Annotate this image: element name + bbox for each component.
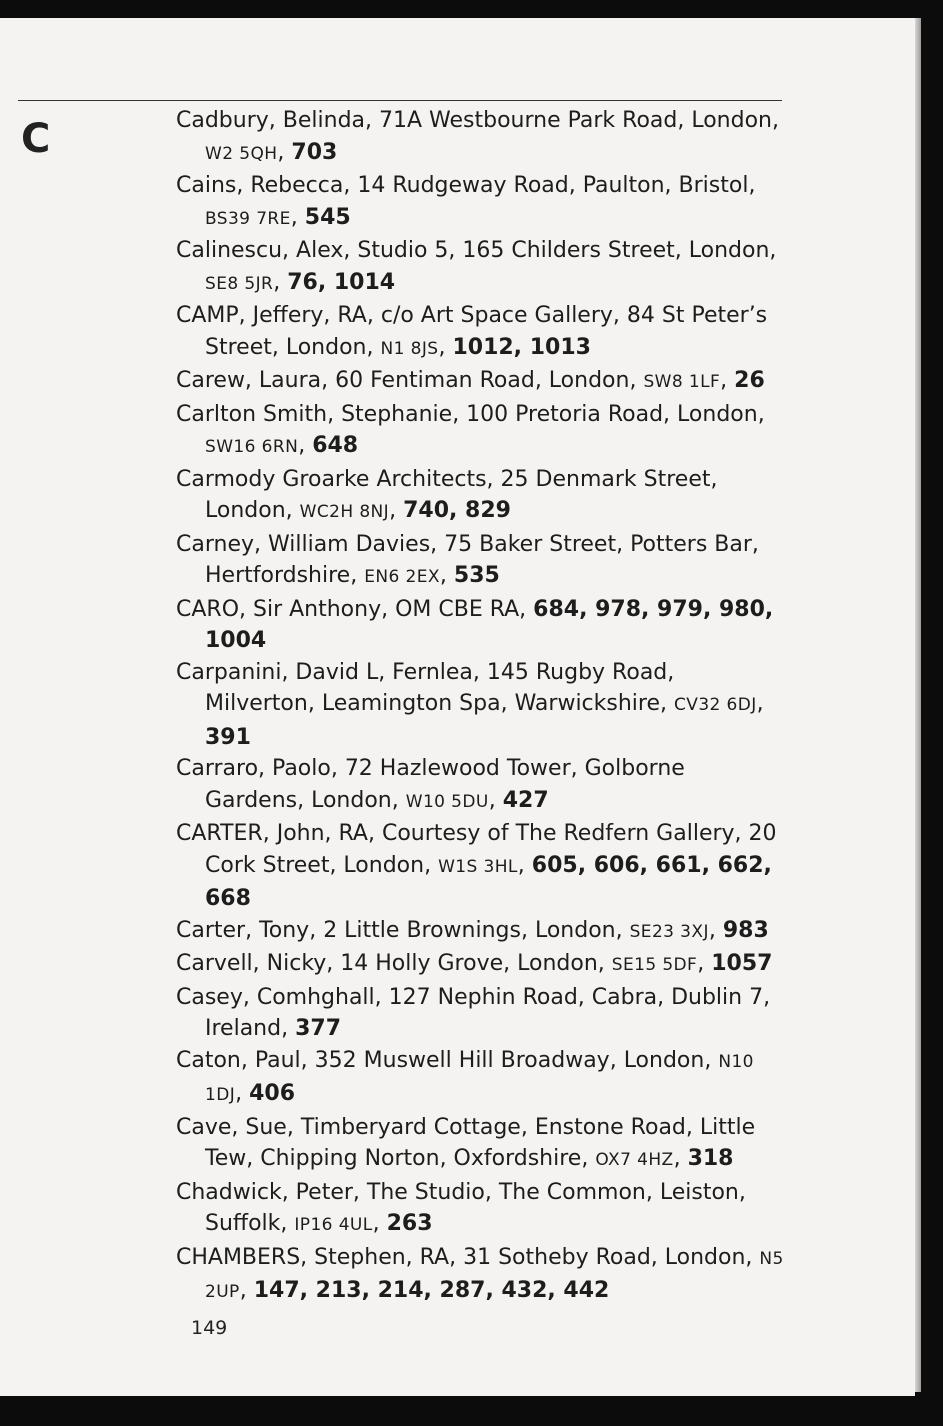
entry-text: Calinescu, Alex, Studio 5, 165 Childers Street, London	[176, 238, 770, 263]
entry-refs: 263	[386, 1211, 433, 1236]
index-entry: CARTER, John, RA, Courtesy of The Redfern Gallery, 20 Cork Street, London, W1S 3HL, 605, 606, 661, 662, 668	[176, 821, 777, 911]
entry-postcode: N1 8JS	[380, 338, 439, 359]
entry-text: Carlton Smith, Stephanie, 100 Pretoria Road, London	[176, 401, 758, 427]
entry-postcode: OX7 4HZ	[595, 1150, 674, 1170]
index-entry: CAMP, Jeffery, RA, c/o Art Space Gallery, 84 St Peter’s Street, London, N1 8JS, 1012, 1013	[176, 303, 768, 360]
entry-postcode: EN6 2EX	[364, 567, 440, 587]
entry-text: CARTER, John, RA, Courtesy of The Redfern Gallery, 20 Cork Street, London	[176, 821, 777, 878]
index-entry: Carpanini, David L, Fernlea, 145 Rugby Road, Milverton, Leamington Spa, Warwickshire, CV32 6DJ, 391	[176, 659, 764, 750]
entry-text: Cains, Rebecca, 14 Rudgeway Road, Paulton, Bristol	[176, 173, 749, 198]
index-entry: Casey, Comhghall, 127 Nephin Road, Cabra, Dublin 7, Ireland, 377	[176, 984, 771, 1041]
entry-text: Carney, William Davies, 75 Baker Street, Potters Bar, Hertfordshire	[176, 531, 759, 588]
entry-refs: 377	[295, 1016, 342, 1041]
index-entry: Chadwick, Peter, The Studio, The Common, Leiston, Suffolk, IP16 4UL, 263	[176, 1179, 746, 1236]
entry-postcode: SW16 6RN	[205, 437, 299, 457]
index-entry: Carvell, Nicky, 14 Holly Grove, London, SE15 5DF, 1057	[176, 951, 773, 976]
entry-text: Carter, Tony, 2 Little Brownings, London	[176, 917, 616, 943]
entry-text: CARO, Sir Anthony, OM CBE RA	[176, 596, 520, 622]
index-entry: Calinescu, Alex, Studio 5, 165 Childers Street, London, SE8 5JR, 76, 1014	[176, 238, 777, 295]
index-entry: Carney, William Davies, 75 Baker Street, Potters Bar, Hertfordshire, EN6 2EX, 535	[176, 531, 759, 588]
index-entry: CHAMBERS, Stephen, RA, 31 Sotheby Road, London, N5 2UP, 147, 213, 214, 287, 432, 442	[176, 1244, 784, 1303]
entry-refs: 427	[502, 787, 549, 813]
entry-text: Chadwick, Peter, The Studio, The Common, Leiston, Suffolk	[176, 1179, 746, 1236]
entry-text: Casey, Comhghall, 127 Nephin Road, Cabra, Dublin 7, Ireland	[176, 984, 771, 1041]
index-entry: Cains, Rebecca, 14 Rudgeway Road, Paulton, Bristol, BS39 7RE, 545	[176, 173, 756, 230]
entry-postcode: W1S 3HL	[438, 856, 518, 877]
entry-postcode: BS39 7RE	[205, 208, 291, 229]
entry-refs: 318	[687, 1146, 734, 1171]
entry-refs: 545	[304, 204, 351, 230]
entry-postcode: IP16 4UL	[294, 1215, 373, 1235]
entry-refs: 76, 1014	[287, 269, 396, 295]
index-entry: Carter, Tony, 2 Little Brownings, London, SE23 3XJ, 983	[176, 917, 769, 943]
entry-text: Carraro, Paolo, 72 Hazlewood Tower, Golborne Gardens, London	[176, 756, 685, 813]
section-letter: C	[21, 116, 51, 162]
index-entry: Carraro, Paolo, 72 Hazlewood Tower, Golborne Gardens, London, W10 5DU, 427	[176, 756, 685, 813]
page-number: 149	[191, 1317, 228, 1339]
entry-text: Cadbury, Belinda, 71A Westbourne Park Road, London	[176, 108, 772, 133]
entry-text: Carmody Groarke Architects, 25 Denmark Street, London	[176, 466, 718, 523]
entry-postcode: SW8 1LF	[643, 372, 721, 392]
entry-text: CHAMBERS, Stephen, RA, 31 Sotheby Road, London	[176, 1244, 746, 1270]
entry-postcode: CV32 6DJ	[674, 695, 757, 715]
entry-postcode: N5 2UP	[205, 1248, 784, 1302]
entry-postcode: W10 5DU	[405, 791, 489, 812]
index-entries	[176, 105, 788, 1309]
entry-postcode: W2 5QH	[205, 143, 278, 164]
index-entry: Caton, Paul, 352 Muswell Hill Broadway, London, N10 1DJ, 406	[176, 1047, 754, 1106]
index-entry: Carlton Smith, Stephanie, 100 Pretoria Road, London, SW16 6RN, 648	[176, 401, 765, 458]
entry-text: CAMP, Jeffery, RA, c/o Art Space Gallery, 84 St Peter’s Street, London	[176, 303, 768, 360]
entry-postcode: SE23 3XJ	[629, 921, 709, 942]
entry-refs: 684, 978, 979, 980, 1004	[205, 596, 774, 653]
page-edge	[915, 18, 921, 1392]
entry-postcode: SE8 5JR	[205, 273, 274, 294]
entry-refs: 740, 829	[403, 498, 511, 523]
entry-refs: 703	[291, 139, 338, 165]
entry-refs: 535	[453, 563, 500, 588]
entry-text: Caton, Paul, 352 Muswell Hill Broadway, London	[176, 1047, 705, 1073]
entry-refs: 1012, 1013	[452, 334, 591, 360]
index-entry: Carmody Groarke Architects, 25 Denmark Street, London, WC2H 8NJ, 740, 829	[176, 466, 718, 523]
entry-refs: 391	[205, 724, 251, 750]
index-entry: Cave, Sue, Timberyard Cottage, Enstone Road, Little Tew, Chipping Norton, Oxfordshire, OX7 4HZ, 318	[176, 1114, 756, 1171]
entry-text: Carvell, Nicky, 14 Holly Grove, London	[176, 951, 598, 976]
entry-refs: 983	[722, 917, 769, 943]
entry-refs: 147, 213, 214, 287, 432, 442	[253, 1278, 610, 1303]
entry-text: Carew, Laura, 60 Fentiman Road, London	[176, 368, 630, 393]
entry-refs: 648	[312, 433, 359, 458]
entry-refs: 26	[734, 368, 765, 393]
entry-refs: 1057	[711, 951, 773, 976]
entry-postcode: N10 1DJ	[205, 1051, 754, 1105]
entry-refs: 605, 606, 661, 662, 668	[205, 852, 772, 911]
book-page	[0, 18, 915, 1396]
entry-text: Cave, Sue, Timberyard Cottage, Enstone Road, Little Tew, Chipping Norton, Oxfordshire	[176, 1114, 756, 1171]
entry-postcode: SE15 5DF	[611, 955, 698, 975]
index-entry: Cadbury, Belinda, 71A Westbourne Park Road, London, W2 5QH, 703	[176, 108, 779, 165]
index-entry: Carew, Laura, 60 Fentiman Road, London, SW8 1LF, 26	[176, 368, 765, 393]
entry-refs: 406	[249, 1081, 296, 1106]
entry-postcode: WC2H 8NJ	[299, 502, 390, 522]
header-rule	[18, 100, 782, 101]
entry-text: Carpanini, David L, Fernlea, 145 Rugby Road, Milverton, Leamington Spa, Warwickshire	[176, 659, 675, 716]
index-entry: CARO, Sir Anthony, OM CBE RA, 684, 978, 979, 980, 1004	[176, 596, 774, 653]
